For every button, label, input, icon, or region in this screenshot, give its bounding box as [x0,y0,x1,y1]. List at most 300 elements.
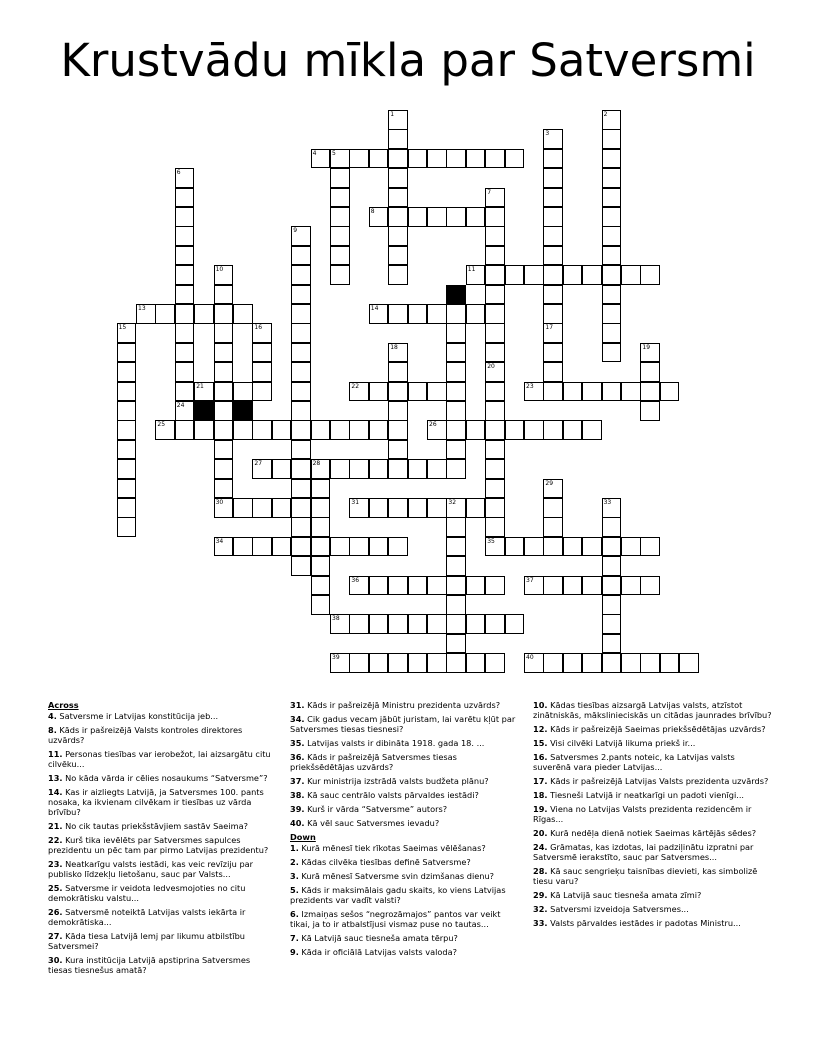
grid-cell[interactable] [388,304,408,324]
grid-cell[interactable] [524,576,544,596]
grid-cell[interactable] [408,459,428,479]
grid-cell[interactable] [408,304,428,324]
grid-cell[interactable] [117,382,137,402]
grid-cell[interactable] [524,420,544,440]
grid-cell[interactable] [446,304,466,324]
grid-cell[interactable] [117,517,137,537]
grid-cell[interactable] [543,479,563,499]
grid-cell[interactable] [485,517,505,537]
grid-cell[interactable] [543,498,563,518]
grid-cell[interactable] [427,498,447,518]
grid-cell[interactable] [272,459,292,479]
grid-cell[interactable] [485,614,505,634]
grid-cell[interactable] [272,498,292,518]
grid-cell[interactable] [291,226,311,246]
grid-cell[interactable] [446,149,466,169]
grid-cell[interactable] [252,420,272,440]
grid-cell[interactable] [155,420,175,440]
grid-cell[interactable] [485,207,505,227]
grid-cell[interactable] [175,362,195,382]
grid-cell[interactable] [466,149,486,169]
grid-cell[interactable] [446,343,466,363]
grid-cell[interactable] [621,382,641,402]
grid-cell[interactable] [117,401,137,421]
grid-cell[interactable] [155,304,175,324]
grid-cell[interactable] [349,537,369,557]
grid-cell[interactable] [427,382,447,402]
grid-cell[interactable] [388,614,408,634]
grid-cell[interactable] [369,304,389,324]
grid-cell[interactable] [602,323,622,343]
grid-cell[interactable] [291,420,311,440]
grid-cell[interactable] [252,459,272,479]
grid-cell[interactable] [388,382,408,402]
grid-cell[interactable] [388,226,408,246]
grid-cell[interactable] [291,459,311,479]
grid-cell[interactable] [175,285,195,305]
grid-cell[interactable] [640,343,660,363]
grid-cell[interactable] [466,576,486,596]
grid-cell[interactable] [214,343,234,363]
grid-cell[interactable] [563,265,583,285]
grid-cell[interactable] [582,653,602,673]
grid-cell[interactable] [446,459,466,479]
grid-cell[interactable] [291,498,311,518]
grid-cell[interactable] [543,420,563,440]
grid-cell[interactable] [640,653,660,673]
grid-cell[interactable] [485,479,505,499]
grid-cell[interactable] [388,362,408,382]
grid-cell[interactable] [349,149,369,169]
grid-cell[interactable] [485,265,505,285]
grid-cell[interactable] [214,323,234,343]
grid-cell[interactable] [408,498,428,518]
grid-cell[interactable] [175,168,195,188]
grid-cell[interactable] [505,149,525,169]
grid-cell[interactable] [485,498,505,518]
grid-cell[interactable] [252,323,272,343]
grid-cell[interactable] [214,537,234,557]
grid-cell[interactable] [388,537,408,557]
grid-cell[interactable] [330,226,350,246]
grid-cell[interactable] [291,401,311,421]
grid-cell[interactable] [640,382,660,402]
grid-cell[interactable] [330,246,350,266]
grid-cell[interactable] [466,653,486,673]
grid-cell[interactable] [602,343,622,363]
grid-cell[interactable] [602,285,622,305]
grid-cell[interactable] [582,537,602,557]
grid-cell[interactable] [466,420,486,440]
grid-cell[interactable] [543,653,563,673]
grid-cell[interactable] [640,537,660,557]
grid-cell[interactable] [446,576,466,596]
grid-cell[interactable] [330,614,350,634]
grid-cell[interactable] [485,304,505,324]
grid-cell[interactable] [388,576,408,596]
grid-cell[interactable] [640,362,660,382]
grid-cell[interactable] [291,265,311,285]
grid-cell[interactable] [388,188,408,208]
grid-cell[interactable] [602,207,622,227]
grid-cell[interactable] [602,149,622,169]
grid-cell[interactable] [330,420,350,440]
grid-cell[interactable] [330,149,350,169]
grid-cell[interactable] [291,479,311,499]
grid-cell[interactable] [485,459,505,479]
grid-cell[interactable] [117,323,137,343]
grid-cell[interactable] [291,440,311,460]
grid-cell[interactable] [602,634,622,654]
grid-cell[interactable] [214,440,234,460]
grid-cell[interactable] [388,110,408,130]
grid-cell[interactable] [602,265,622,285]
grid-cell[interactable] [602,246,622,266]
grid-cell[interactable] [427,459,447,479]
grid-cell[interactable] [602,498,622,518]
grid-cell[interactable] [485,420,505,440]
grid-cell[interactable] [369,207,389,227]
grid-cell[interactable] [602,304,622,324]
grid-cell[interactable] [214,265,234,285]
grid-cell[interactable] [175,188,195,208]
grid-cell[interactable] [369,498,389,518]
grid-cell[interactable] [466,614,486,634]
grid-cell[interactable] [408,653,428,673]
grid-cell[interactable] [330,188,350,208]
grid-cell[interactable] [252,498,272,518]
grid-cell[interactable] [369,382,389,402]
grid-cell[interactable] [563,537,583,557]
grid-cell[interactable] [214,420,234,440]
grid-cell[interactable] [117,362,137,382]
grid-cell[interactable] [117,440,137,460]
grid-cell[interactable] [175,207,195,227]
grid-cell[interactable] [369,459,389,479]
grid-cell[interactable] [272,537,292,557]
grid-cell[interactable] [311,498,331,518]
grid-cell[interactable] [524,382,544,402]
grid-cell[interactable] [175,304,195,324]
grid-cell[interactable] [602,576,622,596]
grid-cell[interactable] [466,498,486,518]
grid-cell[interactable] [388,459,408,479]
grid-cell[interactable] [349,614,369,634]
grid-cell[interactable] [485,537,505,557]
grid-cell[interactable] [408,382,428,402]
grid-cell[interactable] [485,188,505,208]
grid-cell[interactable] [330,207,350,227]
grid-cell[interactable] [543,149,563,169]
grid-cell[interactable] [505,420,525,440]
grid-cell[interactable] [388,168,408,188]
grid-cell[interactable] [524,537,544,557]
grid-cell[interactable] [311,537,331,557]
grid-cell[interactable] [311,556,331,576]
grid-cell[interactable] [446,634,466,654]
grid-cell[interactable] [621,537,641,557]
grid-cell[interactable] [485,382,505,402]
grid-cell[interactable] [388,498,408,518]
grid-cell[interactable] [388,343,408,363]
grid-cell[interactable] [175,382,195,402]
grid-cell[interactable] [602,110,622,130]
grid-cell[interactable] [602,595,622,615]
grid-cell[interactable] [640,401,660,421]
grid-cell[interactable] [388,207,408,227]
grid-cell[interactable] [311,517,331,537]
grid-cell[interactable] [175,401,195,421]
grid-cell[interactable] [485,149,505,169]
grid-cell[interactable] [563,382,583,402]
grid-cell[interactable] [485,362,505,382]
grid-cell[interactable] [311,420,331,440]
grid-cell[interactable] [543,226,563,246]
grid-cell[interactable] [117,343,137,363]
clue-text: No cik tautas priekšstāvjiem sastāv Saeima? [62,821,248,831]
grid-cell[interactable] [330,537,350,557]
grid-cell[interactable] [311,595,331,615]
grid-cell[interactable] [330,265,350,285]
grid-cell[interactable] [194,420,214,440]
grid-cell[interactable] [408,207,428,227]
grid-cell[interactable] [543,246,563,266]
grid-cell[interactable] [446,401,466,421]
grid-cell[interactable] [543,168,563,188]
grid-cell[interactable] [349,459,369,479]
grid-cell[interactable] [660,653,680,673]
grid-cell[interactable] [602,168,622,188]
grid-cell[interactable] [233,304,253,324]
grid-cell[interactable] [485,440,505,460]
grid-cell[interactable] [446,382,466,402]
grid-cell[interactable] [388,265,408,285]
grid-cell[interactable] [427,576,447,596]
grid-cell[interactable] [214,382,234,402]
grid-cell[interactable] [175,323,195,343]
grid-cell[interactable] [679,653,699,673]
grid-cell[interactable] [446,420,466,440]
grid-cell[interactable] [602,653,622,673]
grid-cell[interactable] [369,149,389,169]
grid-cell[interactable] [505,537,525,557]
grid-cell[interactable] [427,304,447,324]
grid-cell[interactable] [272,420,292,440]
grid-cell[interactable] [602,517,622,537]
grid-cell[interactable] [427,653,447,673]
grid-cell[interactable] [621,265,641,285]
grid-cell[interactable] [291,517,311,537]
grid-cell[interactable] [291,556,311,576]
grid-cell[interactable] [291,304,311,324]
grid-cell[interactable] [640,265,660,285]
grid-cell[interactable] [252,382,272,402]
grid-cell[interactable] [485,343,505,363]
grid-cell[interactable] [349,653,369,673]
grid-cell[interactable] [427,420,447,440]
grid-cell[interactable] [446,537,466,557]
grid-cell[interactable] [388,149,408,169]
grid-cell[interactable] [117,420,137,440]
grid-cell[interactable] [466,304,486,324]
grid-cell[interactable] [427,149,447,169]
grid-cell[interactable] [291,382,311,402]
grid-cell[interactable] [563,653,583,673]
grid-cell[interactable] [349,420,369,440]
grid-cell[interactable] [621,576,641,596]
grid-cell[interactable] [543,129,563,149]
grid-cell[interactable] [117,498,137,518]
grid-cell[interactable] [214,285,234,305]
grid-cell[interactable] [291,323,311,343]
grid-cell[interactable] [427,207,447,227]
grid-cell[interactable] [388,129,408,149]
grid-cell[interactable] [543,285,563,305]
grid-cell[interactable] [175,226,195,246]
grid-cell[interactable] [291,285,311,305]
clue-text: Kāds ir pašreizējā Ministru prezidenta uzvārds? [304,700,501,710]
grid-cell[interactable] [485,226,505,246]
grid-cell[interactable] [563,576,583,596]
grid-cell[interactable] [233,382,253,402]
grid-cell[interactable] [543,188,563,208]
grid-cell[interactable] [485,285,505,305]
grid-cell[interactable] [252,343,272,363]
grid-cell[interactable] [369,420,389,440]
grid-cell[interactable] [543,343,563,363]
grid-cell[interactable] [388,653,408,673]
grid-cell[interactable] [408,149,428,169]
grid-cell[interactable] [446,362,466,382]
grid-cell[interactable] [369,576,389,596]
grid-cell[interactable] [543,207,563,227]
grid-cell[interactable] [214,401,234,421]
grid-cell[interactable] [602,226,622,246]
grid-cell[interactable] [485,246,505,266]
grid-cell[interactable] [543,362,563,382]
grid-cell[interactable] [582,265,602,285]
grid-cell[interactable] [543,265,563,285]
grid-cell[interactable] [602,382,622,402]
grid-cell[interactable] [291,362,311,382]
grid-cell[interactable] [582,420,602,440]
grid-cell[interactable] [427,614,447,634]
grid-cell[interactable] [252,537,272,557]
grid-cell[interactable] [485,323,505,343]
grid-cell[interactable] [291,537,311,557]
grid-cell[interactable] [369,537,389,557]
grid-cell[interactable] [582,576,602,596]
grid-cell[interactable] [175,265,195,285]
grid-cell[interactable] [214,362,234,382]
grid-cell[interactable] [524,653,544,673]
grid-cell[interactable] [388,246,408,266]
grid-cell[interactable] [602,614,622,634]
grid-cell[interactable] [369,614,389,634]
grid-cell[interactable] [543,576,563,596]
grid-cell[interactable] [136,304,156,324]
grid-cell[interactable] [388,420,408,440]
grid-cell[interactable] [349,382,369,402]
grid-cell[interactable] [543,517,563,537]
grid-cell[interactable] [602,556,622,576]
grid-cell[interactable] [446,440,466,460]
grid-cell[interactable] [233,498,253,518]
grid-cell[interactable] [602,537,622,557]
grid-cell[interactable] [543,323,563,343]
grid-cell[interactable] [485,653,505,673]
grid-cell[interactable] [349,498,369,518]
grid-cell[interactable] [349,576,369,596]
grid-cell[interactable] [291,343,311,363]
grid-cell[interactable] [117,459,137,479]
grid-cell[interactable] [311,459,331,479]
grid-cell[interactable] [446,614,466,634]
grid-cell[interactable] [408,576,428,596]
grid-cell[interactable] [388,401,408,421]
grid-cell[interactable] [175,420,195,440]
grid-cell[interactable] [291,246,311,266]
grid-cell[interactable] [466,207,486,227]
grid-cell[interactable] [485,401,505,421]
grid-cell[interactable] [446,653,466,673]
grid-cell[interactable] [369,653,389,673]
grid-cell[interactable] [640,576,660,596]
grid-cell[interactable] [117,479,137,499]
grid-cell[interactable] [214,498,234,518]
grid-cell[interactable] [233,420,253,440]
grid-cell[interactable] [505,265,525,285]
grid-cell[interactable] [311,149,331,169]
grid-cell[interactable] [543,304,563,324]
grid-cell[interactable] [582,382,602,402]
grid-cell[interactable] [446,517,466,537]
grid-cell[interactable] [446,595,466,615]
grid-cell[interactable] [311,479,331,499]
grid-cell[interactable] [485,576,505,596]
grid-cell[interactable] [602,129,622,149]
grid-cell[interactable] [175,343,195,363]
grid-cell[interactable] [660,382,680,402]
grid-cell[interactable] [543,537,563,557]
grid-cell[interactable] [543,382,563,402]
grid-cell[interactable] [330,653,350,673]
grid-cell[interactable] [311,576,331,596]
grid-cell[interactable] [194,382,214,402]
grid-cell[interactable] [446,323,466,343]
grid-cell[interactable] [252,362,272,382]
grid-cell[interactable] [175,246,195,266]
grid-cell[interactable] [330,459,350,479]
grid-cell[interactable] [214,479,234,499]
grid-cell[interactable] [214,304,234,324]
grid-cell[interactable] [388,440,408,460]
grid-cell[interactable] [446,207,466,227]
grid-cell[interactable] [524,265,544,285]
grid-cell[interactable] [233,537,253,557]
grid-cell[interactable] [330,168,350,188]
grid-cell[interactable] [466,265,486,285]
grid-cell[interactable] [446,556,466,576]
grid-cell[interactable] [563,420,583,440]
grid-cell[interactable] [621,653,641,673]
grid-cell[interactable] [408,614,428,634]
grid-cell[interactable] [446,498,466,518]
grid-cell[interactable] [602,188,622,208]
grid-cell[interactable] [214,459,234,479]
grid-cell[interactable] [194,304,214,324]
grid-cell[interactable] [505,614,525,634]
